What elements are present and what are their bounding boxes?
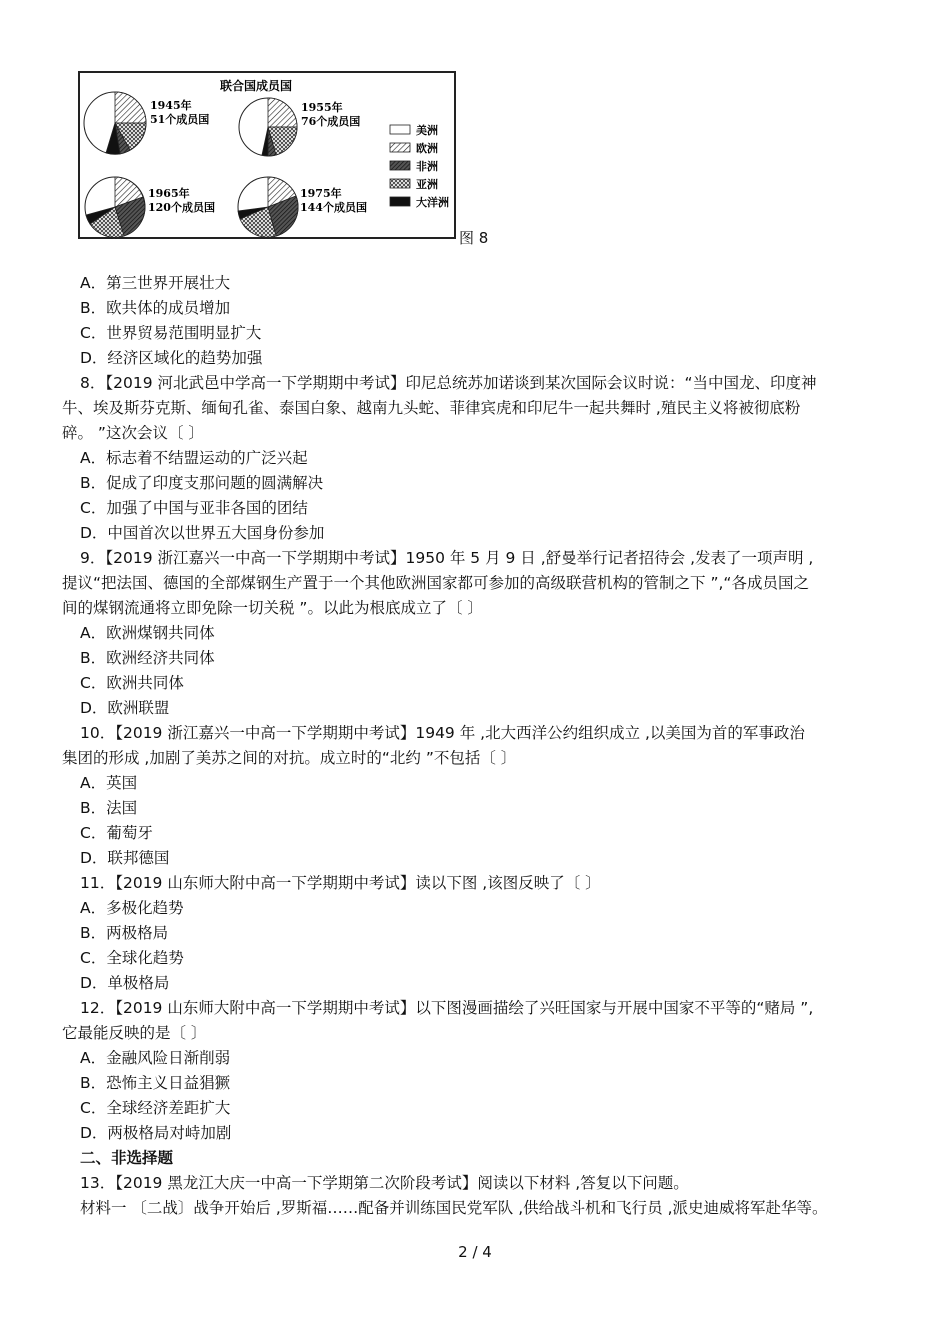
pie-1945-europe xyxy=(115,92,146,123)
q13-material-one: 材料一 〔二战〕战争开始后 ,罗斯福……配备并训练国民党军队 ,供给战斗机和飞行员 ,派史迪威将军赴华等。 xyxy=(80,1199,828,1217)
figure-title: 联合国成员国 xyxy=(220,79,293,93)
q9-option-b: B．欧洲经济共同体 xyxy=(80,649,215,667)
q8-option-a: A．标志着不结盟运动的广泛兴起 xyxy=(80,449,308,467)
q12-stem-line1: 12．【2019 山东师大附中高一下学期期中考试】以下图漫画描绘了兴旺国家与开展中国家不平等的“赌局 ”, xyxy=(80,999,814,1017)
pie-1975 xyxy=(238,177,367,237)
section-heading-nonchoice: 二、非选择题 xyxy=(80,1149,174,1167)
q9-stem-line2: 提议“把法国、德国的全部煤钢生产置于一个其他欧洲国家都可参加的高级联营机构的管制之下 ”,“各成员国之 xyxy=(62,574,809,592)
q12-stem-line2: 它最能反映的是〔 〕 xyxy=(62,1024,207,1042)
q11-option-a: A．多极化趋势 xyxy=(80,899,184,917)
q13-stem-line1: 13．【2019 黑龙江大庆一中高一下学期第二次阶段考试】阅读以下材料 ,答复以下问题。 xyxy=(80,1174,689,1192)
figure-caption: 图 8 xyxy=(459,229,489,247)
q12-option-c: C．全球经济差距扩大 xyxy=(80,1099,231,1117)
pie-1965-count: 120个成员国 xyxy=(148,201,215,214)
q7-option-a: A．第三世界开展壮大 xyxy=(80,274,231,292)
q9-option-c: C．欧洲共同体 xyxy=(80,674,184,692)
q11-stem-line1: 11．【2019 山东师大附中高一下学期期中考试】读以下图 ,该图反映了〔 〕 xyxy=(80,874,601,892)
q9-stem-line1: 9．【2019 浙江嘉兴一中高一下学期期中考试】1950 年 5 月 9 日 ,舒曼举行记者招待会 ,发表了一项声明 , xyxy=(80,549,814,567)
legend-label-asia: 亚洲 xyxy=(416,178,438,191)
pie-1945 xyxy=(84,92,209,154)
q8-stem-line1: 8．【2019 河北武邑中学高一下学期期中考试】印尼总统苏加诺谈到某次国际会议时说：“当中国龙、印度神 xyxy=(80,374,817,392)
q12-option-b: B．恐怖主义日益猖獗 xyxy=(80,1074,231,1092)
q10-option-d: D．联邦德国 xyxy=(80,849,170,867)
legend-label-americas: 美洲 xyxy=(416,124,438,137)
q8-option-b: B．促成了印度支那问题的圆满解决 xyxy=(80,474,324,492)
pie-1975-count: 144个成员国 xyxy=(300,201,367,214)
pie-1955-count: 76个成员国 xyxy=(301,115,361,128)
q8-stem-line2: 牛、埃及斯芬克斯、缅甸孔雀、泰国白象、越南九头蛇、菲律宾虎和印尼牛一起共舞时 ,殖民主义将被彻底粉 xyxy=(62,399,801,417)
q9-option-d: D．欧洲联盟 xyxy=(80,699,170,717)
q10-option-b: B．法国 xyxy=(80,799,138,817)
pie-1945-year: 1945年 xyxy=(150,99,192,112)
pie-1965-year: 1965年 xyxy=(148,187,190,200)
q9-stem-line3: 间的煤钢流通将立即免除一切关税 ”。以此为根底成立了〔 〕 xyxy=(62,599,483,617)
pie-1955-year: 1955年 xyxy=(301,101,343,114)
q10-option-c: C．葡萄牙 xyxy=(80,824,153,842)
q12-option-a: A．金融风险日渐削弱 xyxy=(80,1049,231,1067)
pie-1945-count: 51个成员国 xyxy=(150,113,210,126)
legend-swatch-americas xyxy=(390,125,410,134)
pie-1955-europe xyxy=(268,98,297,127)
q8-option-c: C．加强了中国与亚非各国的团结 xyxy=(80,499,308,517)
q10-stem-line1: 10．【2019 浙江嘉兴一中高一下学期期中考试】1949 年 ,北大西洋公约组织成立 ,以美国为首的军事政治 xyxy=(80,724,805,742)
legend-swatch-africa xyxy=(390,161,410,170)
pie-charts-svg xyxy=(80,73,454,237)
legend-label-oceania: 大洋洲 xyxy=(416,196,449,209)
pie-1975-year: 1975年 xyxy=(300,187,342,200)
q7-option-b: B．欧共体的成员增加 xyxy=(80,299,231,317)
q9-option-a: A．欧洲煤钢共同体 xyxy=(80,624,215,642)
q10-stem-line2: 集团的形成 ,加剧了美苏之间的对抗。成立时的“北约 ”不包括〔 〕 xyxy=(62,749,517,767)
legend-swatch-oceania xyxy=(390,197,410,206)
q7-option-c: C．世界贸易范围明显扩大 xyxy=(80,324,262,342)
page-number: 2 / 4 xyxy=(458,1243,492,1261)
figure-frame xyxy=(78,71,456,239)
q12-option-d: D．两极格局对峙加剧 xyxy=(80,1124,232,1142)
legend xyxy=(390,123,449,209)
q7-option-d: D．经济区域化的趋势加强 xyxy=(80,349,263,367)
q11-option-b: B．两极格局 xyxy=(80,924,169,942)
q11-option-d: D．单极格局 xyxy=(80,974,170,992)
legend-label-africa: 非洲 xyxy=(416,160,438,173)
q11-option-c: C．全球化趋势 xyxy=(80,949,184,967)
q8-option-d: D．中国首次以世界五大国身份参加 xyxy=(80,524,325,542)
q10-option-a: A．英国 xyxy=(80,774,138,792)
q8-stem-line3: 碎。 ”这次会议〔 〕 xyxy=(62,424,204,442)
legend-swatch-asia xyxy=(390,179,410,188)
pie-1965 xyxy=(85,177,215,237)
legend-swatch-europe xyxy=(390,143,410,152)
legend-label-europe: 欧洲 xyxy=(416,142,438,155)
pie-1955 xyxy=(239,98,360,156)
